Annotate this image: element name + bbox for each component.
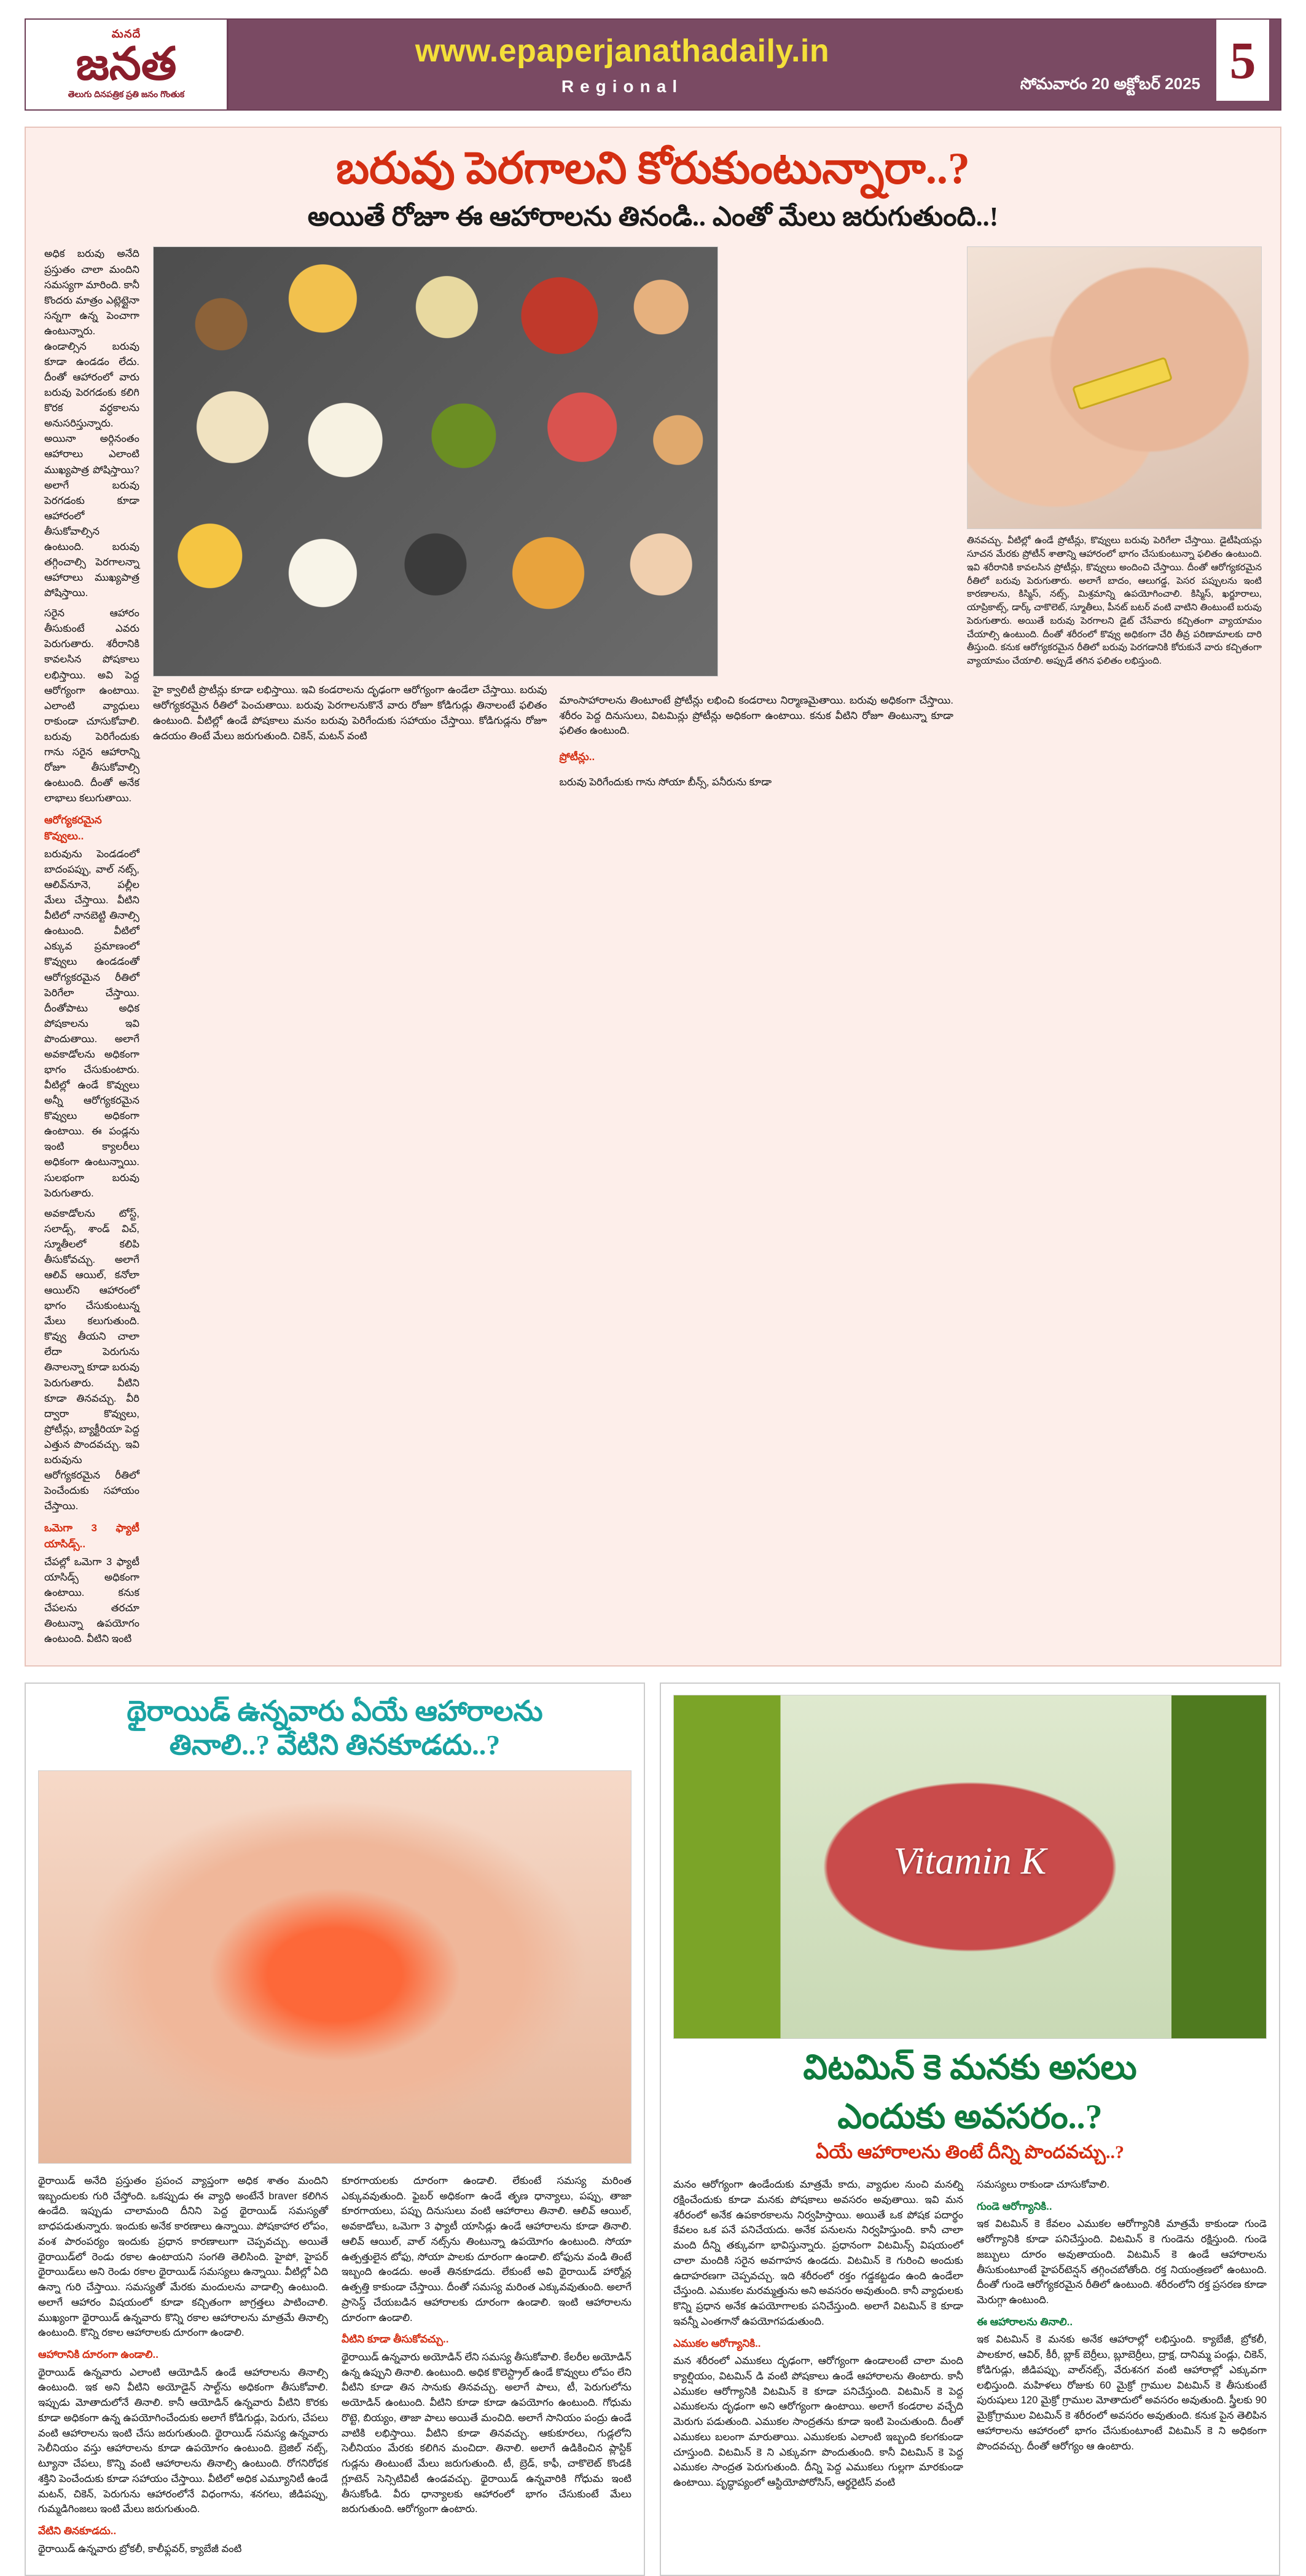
subheading-omega3: ఒమెగా 3 ఫ్యాటీ యాసిడ్స్.. [44, 1522, 139, 1550]
vitk-headline-line2: ఎందుకు అవసరం..? [837, 2098, 1103, 2137]
page-number: 5 [1216, 20, 1269, 101]
paragraph: ఇక విటమిన్ కె కేవలం ఎముకల ఆరోగ్యానికి మాత్రమే కాకుండా గుండె ఆరోగ్యానికి కూడా పనిచేస్తుంది. విటమిన్ కె గుండెను రక్షిస్తుంది. గుండె జబ్బులు దూరం అవుతాయంది. విటమిన్ కె ఉండే ఆహారాలను తీసుకుంటూంటే హైపర్‌టెన్షన్ తగ్గించబోతోంది. రక్త నియంత్రణలో ఉంటుంది. దీంతో గుండె ఆరోగ్యకరమైన రీతిలో ఉంటుంది. శరీరంలోని రక్త ప్రసరణ కూడా మెరుగ్గా ఉంటుంది. [977, 2218, 1267, 2306]
thyroid-body [38, 2174, 631, 2562]
paragraph: బరువును పెండడంలో బాదంపప్పు, వాల్ నట్స్, ఆలివ్‌నూనె, పల్లీల మేలు చేస్తాయి. వీటిని వీటిలో నానబెట్టి తినాల్సి ఉంటుంది. వీటిలో ఎక్కువ ప్రమాణంలో కొవ్వులు ఉండడంతో ఆరోగ్యకరమైన రీతిలో పెరిగేలా చేస్తాయి. దీంతోపాటు అధిక పోషకాలను ఇవి పొందుతాయి. అలాగే అవకాడోలను అధికంగా భాగం చేసుకుంటారు. వీటిల్లో ఉండే కొవ్వులు అన్నీ ఆరోగ్యకరమైన కొవ్వులు అధికంగా ఉంటాయి. ఈ పండ్లను ఇంటి క్యాలరీలు అధికంగా ఉంటున్నాయి. సులభంగా బరువు పెరుగుతారు. [44, 848, 139, 1199]
article-vitamin-k [660, 1683, 1280, 2576]
paragraph: థైరాయిడ్ ఉన్నవారు అయోడిన్ లేని సమస్య తీసుకోవాలి. కేలరీల అయోడిన్ ఉన్న ఉప్పుని తినాలి. ఉంటుంది. అధిక కొలెస్ట్రాల్ ఉండే కొవ్వులు లోపం లేని వీటిని కూడా తిన సానుకు తినవచ్చు. అలాగే పాలు, టీ, పెరుగులోను అయోడిన్ ఉంటుంది. వీటిని కూడా కూడా ఉపయోగం ఉంటుంది. గోధుమ రొట్టె, బియ్యం, తాజా పాలు అయితే మంచిది. అలాగే సానియం పంద్రు ఉండే వాటికి లభిస్తాయి. వీటిని కూడా తినవచ్చు. ఆకుకూరలు, గుడ్లలోని సెలీనియం మేరకు కలిగిన మంచిదా. తినాలి. అలాగే ఉడికించిన ప్లాస్టిక్ గుడ్లను తింటుంటే మేలు జరుగుతుంది. టీ, బ్రెడ్, కాఫీ, చాకొలెట్ కొండకి గ్లూటెన్ సెన్సిటివిటీ ఉండవచ్చు. థైరాయిడ్ ఉన్నవారికి గోధుమ ఇంటి తీసుకోండి. వీరు ధాన్యాలకు ఆహారంలో భాగం చేసుకుంటే మేలు జరుగుతుంది. ఆరోగ్యంగా ఉంటారు. [342, 2351, 631, 2515]
website-url[interactable]: www.epaperjanathadaily.in [415, 33, 830, 69]
article-thyroid [25, 1683, 645, 2576]
newspaper-logo [26, 20, 229, 109]
paragraph: మాంసాహారాలను తింటూంటే ప్రోటీన్లు లభించి కండరాలు నిర్మాణమైతాయి. బరువు అధికంగా చేస్తాయి. శరీరం పెద్ద దినుసులు, విటమిన్లు ప్రోటీన్లు అధికంగా ఉంటాయి. కనుక వీటిని రోజూ తింటున్నా కూడా ఫలితం ఉంటుంది. [559, 694, 953, 737]
bottom-articles-row [25, 1683, 1281, 2576]
vitk-headline-line1: విటమిన్ కె మనకు అసలు [803, 2049, 1137, 2087]
paragraph: థైరాయిడ్ అనేది ప్రస్తుతం ప్రపంచ వ్యాప్తంగా అధిక శాతం మందిని ఇబ్బందులకు గురి చేస్తోంది. ఒకప్పుడు ఈ వ్యాధి అంటేనే braver కలిగిన ఉండేది. ఇప్పుడు చాలామంది దీనిని పెద్ద థైరాయిడ్ సమస్యతో బాధపడుతున్నారు. ఇందుకు అనేక కారణాలు ఉన్నాయి. పోషకాహార లోపం, వంశ పారంపర్యం ఇందుకు ప్రధాన కారణాలుగా చెప్పవచ్చు. అయితే థైరాయిడ్‌లో రెండు రకాల ఉంటాయని సంగతి తెలిసింది. హైపో, హైపర్ థైరాయిడ్‌లు అని రెండు రకాల థైరాయిడ్ సమస్యలు ఉన్నాయి. వీటిల్లో ఏది ఉన్నా గురి చేస్తాయి. సమస్యతో మేరకు మందులను వాడాల్సి ఉంటుంది. అలాగే ఆహారం విషయంలో కూడా కచ్చితంగా జాగ్రత్తలు పాటించాలి. ముఖ్యంగా థైరాయిడ్ ఉన్నవారు కొన్ని రకాల ఆహారాలను మాత్రమే తినాల్సి ఉంటుంది. కొన్ని రకాల ఆహారాలకు దూరంగా ఉండాలి. [38, 2175, 328, 2339]
page-title: బరువు పెరగాలని కోరుకుంటున్నారా..? [336, 144, 970, 193]
masthead-right [1016, 20, 1280, 109]
article-column-mid [559, 683, 953, 800]
subheading-proteins: ప్రోటీన్లు.. [559, 750, 595, 763]
vitamin-k-vegetables-photo [673, 1695, 1267, 2039]
thyroid-column-1 [38, 2174, 328, 2562]
logo-title: జనత [76, 39, 177, 90]
masthead [25, 18, 1281, 111]
article-center [153, 246, 953, 1652]
article-weight-gain [25, 127, 1281, 1667]
subheading-also-eat: వీటిని కూడా తీసుకోవచ్చు.. [342, 2333, 449, 2346]
vitk-body [673, 2177, 1267, 2496]
vitamin-k-photo-text: Vitamin K [893, 1840, 1047, 1882]
logo-tagline: తెలుగు దినపత్రిక ప్రతి జనం గొంతుక [68, 88, 185, 99]
thyroid-gland-icon [39, 1771, 631, 2163]
paragraph: సరైన ఆహారం తీసుకుంటే ఎవరు పెరుగుతారు. శరీరానికి కావలసిన పోషకాలు లభిస్తాయి. అవి పెద్ద ఆరోగ్యంగా ఉంటాయి. ఎలాంటి వ్యాధులు రాకుండా చూసుకోవాలి. బరువు పెరిగేందుకు గాను సరైన ఆహారాన్ని రోజూ తీసుకోవాల్సి ఉంటుంది. దీంతో అనేక లాభాలు కలుగుతాయి. [44, 608, 139, 804]
paragraph: థైరాయిడ్ ఉన్నవారు ఎలాంటి ఆయోడిన్ ఉండే ఆహారాలను తినాల్సి ఉంటుంది. ఇక అని వీటిని అయోడైన్ సాల్ట్‌ను అధికంగా తీసుకోవాలి. ఇప్పుడు మోతాదులోనే తినాలి. కానీ ఆయోడిన్ ఉన్నవారు వీటిని కొరకు కూడా అధికంగా ఉన్న ఉపయోగించేందుకు అలాగే కోడిగుడ్లు, పెరుగు, చేపలు వంటి ఆహారాలను ఇంటి చేసు జరుగుతుంది. థైరాయిడ్ సమస్య ఉన్నవారు సెలీనియం వస్తు ఆహారాలను కూడా ఉపయోగం ఉంటుంది. బ్రెజిల్ నట్స్, ట్యూనా చేపలు, కొన్ని వంటి ఆహారాలను తినాల్సి ఉంటుంది. రోగనిరోధక శక్తిని పెంచేందుకు కూడా సహాయం చేస్తాయి. వీటిలో అధిక ఎమ్యూనిటీ ఉండే మటన్, చికెన్, పెరుగును ఆహారంలోనే విధంగాను, శనగలు, జీడిపప్పు, గుమ్మడిగింజలు ఇంటి మేలు జరుగుతుంది. [38, 2366, 328, 2515]
paragraph: ఇక విటమిన్ కె మనకు అనేక ఆహారాల్లో లభిస్తుంది. క్యాబేజీ, బ్రోకలీ, పాలకూర, ఆవిర్, కీరీ, బ్లాక్ బెర్రీలు, బ్లూబెర్రీలు, ద్రాక్ష, దానిమ్మ పండ్లు, చికెన్, కోడిగుడ్లు, జీడిపప్పు, వాల్‌నట్స్, వేరుశనగ వంటి ఆహారాల్లో ఎక్కువగా లభిస్తుంది. మహిళలు రోజుకు 60 మైక్రో గ్రాముల విటమిన్ కె తీసుకుంటే పురుషులు 120 మైక్రో గ్రాముల మోతాదులో అవసరం అవుతుంది. స్త్రీలకు 90 మైక్రోగ్రాముల విటమిన్ కె శరీరంలో అవసరం అవుతుంది. కనుక పైన తెలిపిన ఆహారాలను ఆహారంలో భాగం చేసుకుంటూంటే విటమిన్ కె ని అధికంగా పొందవచ్చు. దీంతో ఆరోగ్యం ఆ ఉంటారు. [977, 2334, 1267, 2452]
paragraph: సమస్యలు రాకుండా చూసుకోవాలి. [977, 2179, 1110, 2191]
paragraph: మన శరీరంలో ఎముకలు దృఢంగా, ఆరోగ్యంగా ఉండాలంటే చాలా మంది క్యాల్షియం, విటమిన్ డి వంటి పోషకాలు ఉండే ఆహారాలను తింటారు. కానీ ఎముకల ఆరోగ్యానికి విటమిన్ కె కూడా పనిచేస్తుంది. విటమిన్ కె పెద్ద ఎముకలను దృఢంగా అని ఆరోగ్యంగా ఉంటాయి. అలాగే కండరాల వచ్చేది మెరుగు పడుతుంది. ఎముకల సాంద్రతను కూడా ఇంటి పెంచుతుంది. దీంతో ఎముకలు బలంగా మారుతాయి. ఎముకలకు ఎలాంటి ఇబ్బంది కలగకుండా చూస్తుంది. విటమిన్ కె ని ఎక్కువగా పొందుతుంది. కానీ విటమిన్ కె పెద్ద ఎముకల సాంద్రత పెరుగుతుంది. దీన్ని పెద్ద ఎముకలు గుల్లగా మారకుండా ఉంటాయి. పృద్ధాప్యంలో ఆస్టియోపోరోసిస్, ఆర్థరైటిస్ వంటి [673, 2355, 963, 2489]
masthead-center [229, 20, 1016, 109]
subheading-avoid-foods: ఆహారానికి దూరంగా ఉండాలి.. [38, 2349, 158, 2361]
logo-top-text: మనదే [111, 28, 141, 41]
paragraph: థైరాయిడ్ ఉన్నవారు బ్రోకలీ, కాలీఫ్లవర్, క్యాబేజీ వంటి [38, 2543, 242, 2554]
caption-flow [153, 683, 953, 800]
thyroid-neck-photo [38, 1770, 631, 2164]
paragraph: అవకాడోలను టోస్ట్, సలాడ్స్, శాండ్ విచ్, స్మూతీలలో కలిపి తీసుకోవచ్చు. అలాగే ఆలివ్ ఆయిల్, కనోలా ఆయిల్‌ని ఆహారంలో భాగం చేసుకుంటున్న మేలు కలుగుతుంది. కొవ్వు తీయని చాలా లేదా పెరుగును తినాలన్నా కూడా బరువు పెరుగుతారు. వీటిని కూడా తినవచ్చు. వీరి ద్వారా కొవ్వులు, ప్రోటీన్లు, బ్యాక్టీరియా పెద్ద ఎత్తున పొందవచ్చు. ఇవి బరువును ఆరోగ్యకరమైన రీతిలో పెంచేందుకు సహాయం చేస్తాయి. [44, 1208, 139, 1512]
article-column-left [44, 246, 139, 1652]
food-photo-art [154, 247, 718, 676]
publication-date: సోమవారం 20 అక్టోబర్ 2025 [1020, 74, 1200, 93]
photo-caption: హై క్వాలిటీ ప్రొటీన్లు కూడా లభిస్తాయి. ఇవి కండరాలను దృఢంగా ఆరోగ్యంగా ఉండేలా చేస్తాయి. బరువు ఆరోగ్యకరమైన రీతిలో పెంచుతాయి. బరువు పెరగాలనుకొనే వారు రోజూ కోడిగుడ్లు తినాలంటే ఫలితం ఉంటుంది. వీటిల్లో ఉండే పోషకాలు మనం బరువు పెరిగేందుకు సహాయం చేస్తాయి. కోడిగుడ్లను రోజూ ఉదయం తింటే మేలు జరుగుతుంది. చికెన్, మటన్ వంటి [152, 685, 547, 742]
vitk-subheadline: ఏయే ఆహారాలను తింటే దీన్ని పొందవచ్చు..? [816, 2142, 1124, 2163]
section-label: Regional [561, 77, 684, 96]
vitk-column-2 [977, 2177, 1267, 2496]
thyroid-headline-line2: తినాలి..? వేటిని తినకూడదు..? [169, 1729, 501, 1761]
thyroid-column-2 [342, 2174, 631, 2562]
vegetables-art [674, 1695, 1266, 2038]
fitness-woman-photo [967, 246, 1262, 529]
paragraph: మనం ఆరోగ్యంగా ఉండేందుకు మాత్రమే కాదు, వ్యాధుల నుంచి మనల్ని రక్షించేందుకు కూడా మనకు పోషకాలు అవసరం అవుతాయి. ఇవి మన శరీరంలో అనేక ఉపకారకాలను నిర్వహిస్తాయి. అయితే ఒక పోషక పదార్థం కేవలం ఒక పనే పనిచేయదు. అనేక పనులను నిర్వహిస్తుంది. కానీ చాలా మంది దీన్ని తక్కువగా భావిస్తున్నారు. ప్రధానంగా విటమిన్స్ విషయంలో చాలా మందికి సరైన అవగాహన ఉండదు. విటమిన్ కె గురించి అందుకు ఉదాహరణగా చెప్పవచ్చు. ఇది శరీరంలో రక్తం గడ్డకట్టడం ఉంది ఉండేలా చేస్తుంది. ఎముకల మరమ్మత్తును అని అవసరం అవుతుంది. కానీ వ్యాధులకు కొన్ని ప్రధాన అనేక ఉపయోగాలకు పనిచేస్తుంది. అలాగే విటమిన్ కె కూడా ఇవన్నీ ఎంతగానో ఉపయోగపడుతుంది. [673, 2179, 964, 2327]
paragraph: తినవచ్చు. వీటిల్లో ఉండే ప్రోటీన్లు, కొవ్వులు బరువు పెరిగేలా చేస్తాయి. డైటీషియన్లు సూచన మేరకు ప్రోటీన్ శాతాన్ని ఆహారంలో భాగం చేసుకుంటున్నా ఫలితం ఉంటుంది. ఇవి శరీరానికి కావలసిన ప్రోటీన్లు, కొవ్వులు అందించి చేస్తాయి. దీంతో ఆరోగ్యకరమైన రీతిలో బరువు పెరుగుతారు. అలాగే బాదం, ఆలుగడ్డ, పెసర పప్పులను ఇంటి కారణాలను, కిస్మిస్, నట్స్, మిశ్రమాన్ని ఉపయోగించాలి. కిస్మిస్, ఖర్జూరాలు, యాప్రికాట్స్, డార్క్ చాకొలెట్, స్మూతీలు, పీనట్ బటర్ వంటి వాటిని తింటుంటే బరువు పెరుగుతారు. అయితే బరువు పెరగాలని డైట్ చేసేవారు కచ్చితంగా వ్యాయామం చేయాల్సి ఉంటుంది. దీంతో శరీరంలో కొవ్వు అధికంగా చేరి తీవ్ర పరిణామాలకు దారి తీస్తుంది. కనుక ఆరోగ్యకరమైన రీతిలో బరువు పెరగడానికి కోరుకునే వారు కచ్చితంగా వ్యాయామం చేయాలి. అప్పుడే తగిన ఫలితం లభిస్తుంది. [966, 535, 1262, 667]
article-column-right [967, 246, 1262, 1652]
article-body [44, 246, 1262, 1652]
article-subtitle: అయితే రోజూ ఈ ఆహారాలను తినండి.. ఎంతో మేలు జరుగుతుంది..! [307, 201, 999, 232]
paragraph: బరువు పెరిగేందుకు గాను సోయా బీన్స్, పనీరును కూడా [559, 776, 772, 788]
subheading-what-not-to-eat: వేటిని తినకూడదు.. [38, 2525, 117, 2537]
subheading-eat-these-foods: ఈ ఆహారాలను తినాలి.. [977, 2315, 1073, 2328]
thyroid-headline-line1: థైరాయిడ్ ఉన్నవారు ఏయే ఆహారాలను [127, 1695, 543, 1727]
subheading-bone-health: ఎముకల ఆరోగ్యానికి.. [673, 2337, 761, 2349]
paragraph: కూరగాయలకు దూరంగా ఉండాలి. లేకుంటే సమస్య మరింత ఎక్కువవుతుంది. ఫైబర్ అధికంగా ఉండే తృణ ధాన్యాలు, పప్పు, తాజా కూరగాయలు, పప్పు దినుసులు వంటి ఆహారాలు తినాలి. ఆలివ్ ఆయిల్, అవకాడోలు, ఒమెగా 3 ఫ్యాటీ యాసిడ్లు ఉండే ఆహారాలను కూడా తినాలి. ఆలివ్ ఆయిల్, వాల్ నట్స్‌ను తింటున్నా ఉపయోగం ఉంటుంది. సోయా ఉత్పత్తులైన టోఫు, సోయా పాలకు దూరంగా ఉండాలి. టోఫును వండి తింటే ఇబ్బంది ఉండదు. అంతే తినకూడదు. లేకుంటే అవి థైరాయిడ్ హార్మోన్ల ఉత్పత్తి కాకుండా చేస్తాయి. దీంతో సమస్య మరింత ఎక్కువవుతుంది. అలాగే ప్రాసెస్డ్ చేయబడిన ఆహారాలకు దూరంగా ఉండాలి. ఇంటి ఆహారాలను దూరంగా ఉండాలి. [342, 2175, 631, 2323]
subheading-healthy-fats: ఆరోగ్యకరమైన కొవ్వులు.. [44, 814, 102, 842]
paragraph: అధిక బరువు అనేది ప్రస్తుతం చాలా మందిని సమస్యగా మారింది. కానీ కొందరు మాత్రం ఎట్లెట్లైనా సన్నగా ఉన్న పెంచాగా ఉంటున్నారు. ఉండాల్సిన బరువు కూడా ఉండడం లేదు. దీంతో ఆహారంలో వారు బరువు పెరగడంకు కలిగి కొరక వర్ధకాలను అనుసరిస్తున్నారు. అయినా అర్గినంతం ఆహారాలు ఎలాంటి ముఖ్యపాత్ర పోషిస్తాయి? అలాగే బరువు పెరగడంకు కూడా ఆహారంలో తీసుకోవాల్సిన ఉంటుంది. బరువు తగ్గించాల్సి పెరగాలన్నా ఆహారాలు ముఖ్యపాత్ర పోషిస్తాయి. [44, 248, 139, 599]
vitk-column-1 [673, 2177, 963, 2496]
subheading-heart-health: గుండె ఆరోగ్యానికి.. [977, 2200, 1052, 2212]
food-spread-photo [153, 246, 718, 677]
measuring-tape-icon [968, 247, 1261, 528]
paragraph: చేపల్లో ఒమెగా 3 ఫ్యాటీ యాసిడ్స్ అధికంగా ఉంటాయి. కనుక చేపలను తరచూ తింటున్నా ఉపయోగం ఉంటుంది. వీటిని ఇంటి [44, 1556, 139, 1645]
